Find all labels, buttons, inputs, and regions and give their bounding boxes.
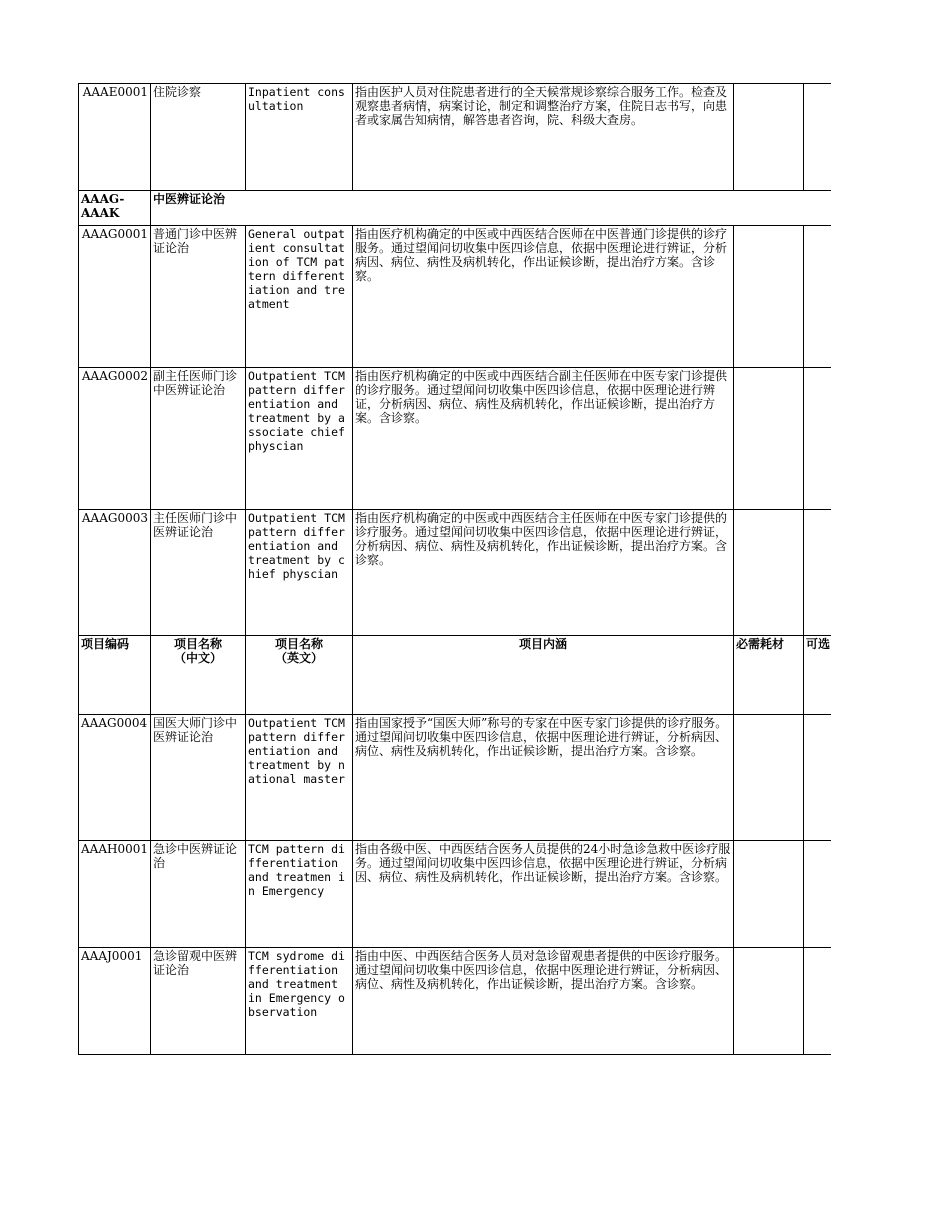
optional-cell bbox=[804, 510, 831, 636]
item-code: AAAG0001 bbox=[79, 226, 151, 368]
item-name-cn: 副主任医师门诊中医辨证论治 bbox=[151, 368, 246, 510]
spreadsheet-page bbox=[78, 83, 830, 1055]
table-row bbox=[79, 84, 831, 191]
table-row bbox=[79, 841, 831, 948]
required-consumables-cell bbox=[734, 226, 804, 368]
item-content: 指由医疗机构确定的中医或中西医结合主任医师在中医专家门诊提供的诊疗服务。通过望闻问切收集中医四诊信息，依据中医理论进行辨证，分析病因、病位、病性及病机转化，作出证候诊断，提出治疗方案。含诊察。 bbox=[353, 510, 734, 636]
header-item-code: 项目编码 bbox=[79, 636, 151, 715]
item-name-en: Outpatient TCM pattern differentiation and treatment by associate chief physcian bbox=[246, 368, 353, 510]
header-item-name-en: 项目名称 （英文） bbox=[246, 636, 353, 715]
table-header-row bbox=[79, 636, 831, 715]
item-name-en: Outpatient TCM pattern differentiation and treatment by chief physcian bbox=[246, 510, 353, 636]
item-code: AAAE0001 bbox=[79, 84, 151, 191]
item-name-cn: 国医大师门诊中医辨证论治 bbox=[151, 715, 246, 841]
header-item-name-cn: 项目名称 （中文） bbox=[151, 636, 246, 715]
item-code: AAAG0002 bbox=[79, 368, 151, 510]
optional-cell bbox=[804, 226, 831, 368]
item-name-en: TCM pattern differentiation and treatmen in Emergency bbox=[246, 841, 353, 948]
optional-cell bbox=[804, 948, 831, 1055]
required-consumables-cell bbox=[734, 841, 804, 948]
required-consumables-cell bbox=[734, 84, 804, 191]
header-optional: 可选 bbox=[804, 636, 831, 715]
item-name-cn: 主任医师门诊中医辨证论治 bbox=[151, 510, 246, 636]
section-row bbox=[79, 191, 831, 226]
item-code: AAAG0004 bbox=[79, 715, 151, 841]
fee-items-table bbox=[78, 83, 831, 1055]
item-content: 指由国家授予“国医大师”称号的专家在中医专家门诊提供的诊疗服务。通过望闻问切收集中医四诊信息，依据中医理论进行辨证，分析病因、病位、病性及病机转化，作出证候诊断，提出治疗方案。含诊察。 bbox=[353, 715, 734, 841]
optional-cell bbox=[804, 84, 831, 191]
item-name-en: Outpatient TCM pattern differentiation and treatment by national master bbox=[246, 715, 353, 841]
optional-cell bbox=[804, 715, 831, 841]
table-row bbox=[79, 510, 831, 636]
header-required-consumables: 必需耗材 bbox=[734, 636, 804, 715]
table-row bbox=[79, 715, 831, 841]
item-name-cn: 急诊留观中医辨证论治 bbox=[151, 948, 246, 1055]
item-content: 指由各级中医、中西医结合医务人员提供的24小时急诊急救中医诊疗服务。通过望闻问切收集中医四诊信息，依据中医理论进行辨证，分析病因、病位、病性及病机转化，作出证候诊断，提出治疗方案。含诊察。 bbox=[353, 841, 734, 948]
required-consumables-cell bbox=[734, 948, 804, 1055]
item-name-cn: 急诊中医辨证论治 bbox=[151, 841, 246, 948]
item-code: AAAH0001 bbox=[79, 841, 151, 948]
item-name-cn: 普通门诊中医辨证论治 bbox=[151, 226, 246, 368]
item-code: AAAJ0001 bbox=[79, 948, 151, 1055]
optional-cell bbox=[804, 841, 831, 948]
optional-cell bbox=[804, 368, 831, 510]
header-item-content: 项目内涵 bbox=[353, 636, 734, 715]
table-row bbox=[79, 226, 831, 368]
required-consumables-cell bbox=[734, 368, 804, 510]
item-content: 指由医疗机构确定的中医或中西医结合医师在中医普通门诊提供的诊疗服务。通过望闻问切收集中医四诊信息，依据中医理论进行辨证，分析病因、病位、病性及病机转化，作出证候诊断，提出治疗方案。含诊察。 bbox=[353, 226, 734, 368]
item-name-en: Inpatient consultation bbox=[246, 84, 353, 191]
table-row bbox=[79, 368, 831, 510]
section-code: AAAG-AAAK bbox=[79, 191, 151, 226]
item-code: AAAG0003 bbox=[79, 510, 151, 636]
item-content: 指由医疗机构确定的中医或中西医结合副主任医师在中医专家门诊提供的诊疗服务。通过望闻问切收集中医四诊信息，依据中医理论进行辨证，分析病因、病位、病性及病机转化，作出证候诊断，提出治疗方案。含诊察。 bbox=[353, 368, 734, 510]
item-name-en: TCM sydrome differentiation and treatment in Emergency observation bbox=[246, 948, 353, 1055]
section-title: 中医辨证论治 bbox=[151, 191, 831, 226]
table-row bbox=[79, 948, 831, 1055]
required-consumables-cell bbox=[734, 510, 804, 636]
item-content: 指由医护人员对住院患者进行的全天候常规诊察综合服务工作。检查及观察患者病情，病案讨论，制定和调整治疗方案，住院日志书写，向患者或家属告知病情，解答患者咨询，院、科级大查房。 bbox=[353, 84, 734, 191]
item-name-cn: 住院诊察 bbox=[151, 84, 246, 191]
item-content: 指由中医、中西医结合医务人员对急诊留观患者提供的中医诊疗服务。通过望闻问切收集中医四诊信息，依据中医理论进行辨证，分析病因、病位、病性及病机转化，作出证候诊断，提出治疗方案。含诊察。 bbox=[353, 948, 734, 1055]
item-name-en: General outpatient consultation of TCM pattern differentiation and treatment bbox=[246, 226, 353, 368]
required-consumables-cell bbox=[734, 715, 804, 841]
